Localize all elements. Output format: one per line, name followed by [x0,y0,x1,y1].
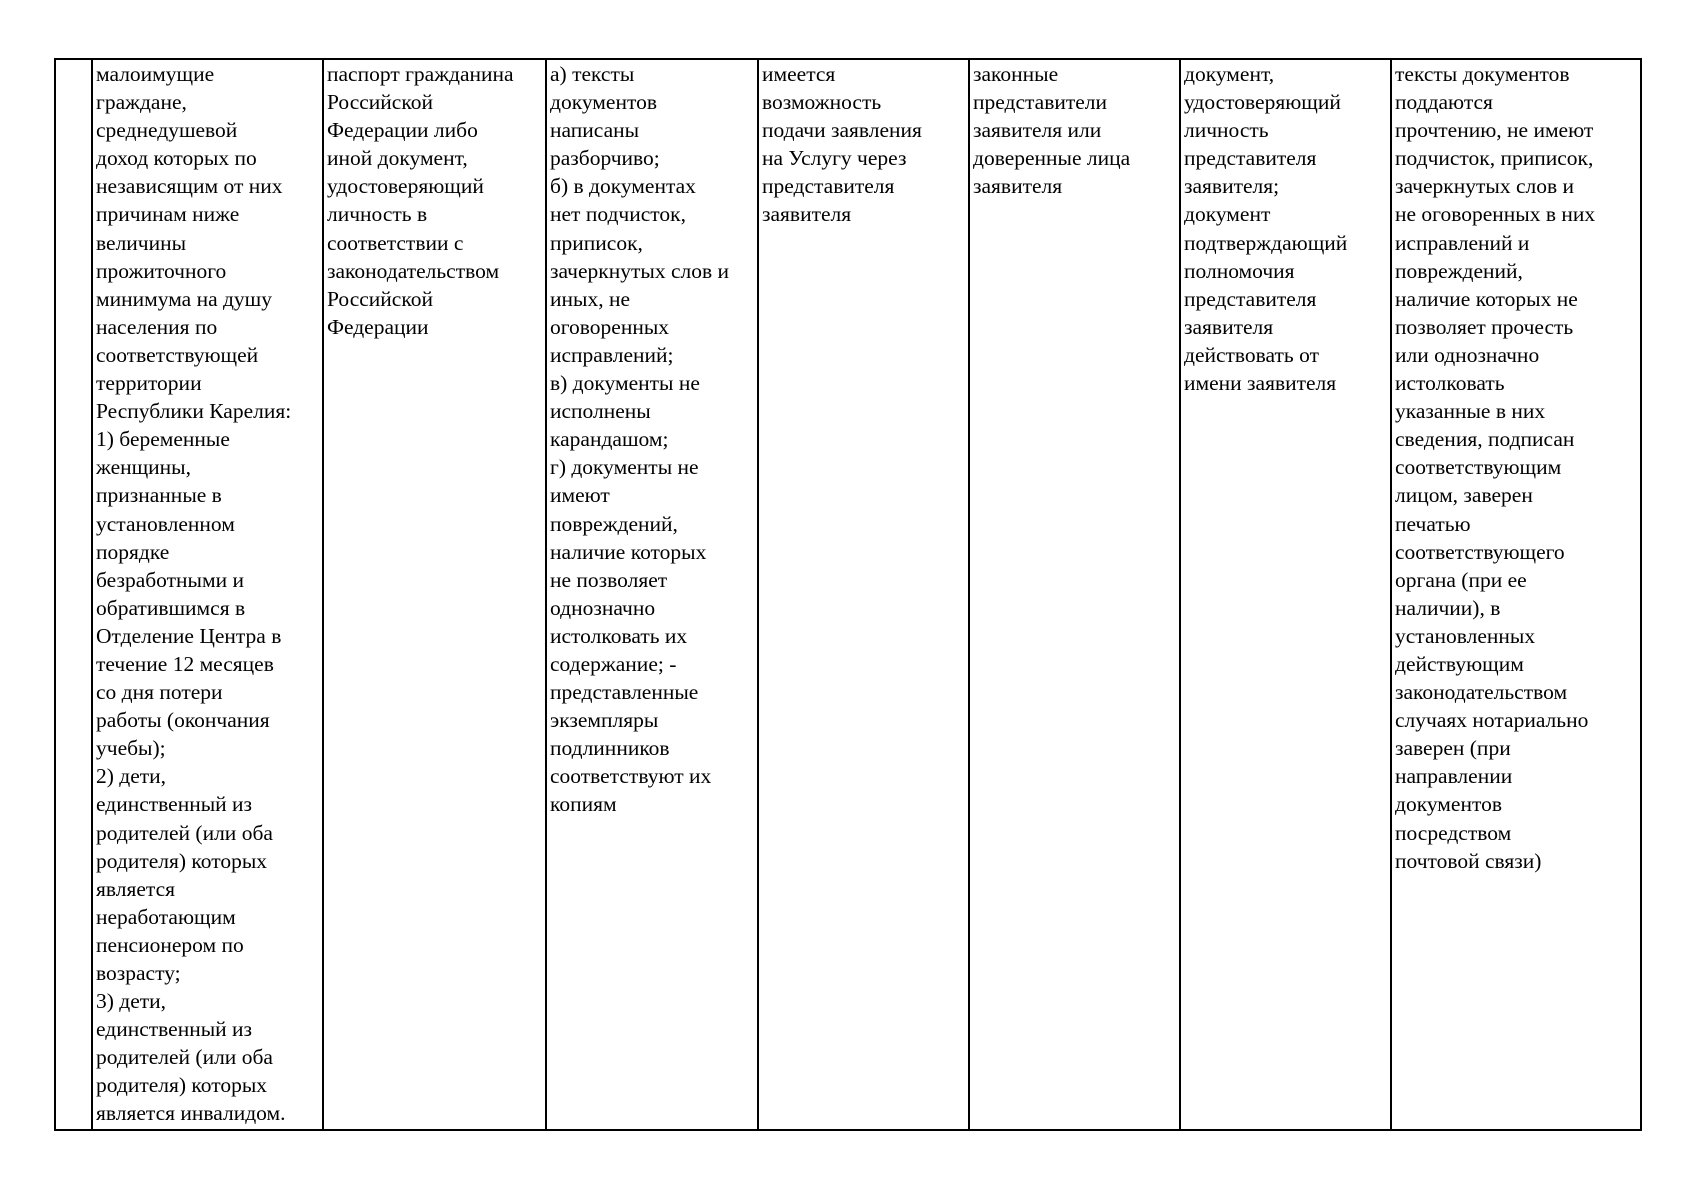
representatives-text: законные представители заявителя или доверенные лица заявителя [973,62,1131,199]
row-number-cell [55,59,92,1130]
applicant-category-cell [92,59,323,1130]
table-row [55,59,1641,1130]
representative-document-requirements-text: тексты документов поддаются прочтению, не имеют подчисток, приписок, зачеркнутых слов и не оговоренных в них исправлений и повреждений, наличие которых не позволяет прочесть или однозначно истолковать указанные в них сведения, подписан соответствующим лицом, заверен печатью соответствующего органа (при ее наличии), в установленных действующим законодательством случаях нотариально заверен (при направлении документов посредством почтовой связи) [1395,62,1596,873]
document-requirements-cell [546,59,758,1130]
representative-possibility-cell [758,59,969,1130]
representative-documents-cell [1180,59,1391,1130]
identity-document-cell [323,59,546,1130]
document-table [54,58,1642,1131]
representative-documents-text: документ, удостоверяющий личность представителя заявителя; документ подтверждающий полномочия представителя заявителя действовать от имени заявителя [1184,62,1348,396]
document-requirements-text: а) тексты документов написаны разборчиво; б) в документах нет подчисток, приписок, зачеркнутых слов и иных, не оговоренных исправлений; в) документы не исполнены карандашом; г) документы не имеют повреждений, наличие которых не позволяет однозначно истолковать их содержание; - представленные экземпляры подлинников соответствуют их копиям [550,62,730,817]
identity-document-text: паспорт гражданина Российской Федерации либо иной документ, удостоверяющий личность в соответствии с законодательством Российской Федерации [327,62,514,339]
representative-document-requirements-cell [1391,59,1641,1130]
representatives-cell [969,59,1180,1130]
representative-possibility-text: имеется возможность подачи заявления на Услугу через представителя заявителя [762,62,922,227]
applicant-category-text: малоимущие граждане, среднедушевой доход которых по независящим от них причинам ниже величины прожиточного минимума на душу населения по соответствующей территории Республики Карелия: 1) беременные женщины, признанные в установленном порядке безработными и обратившимся в Отделение Центра в течение 12 месяцев со дня потери работы (окончания учебы); 2) дети, единственный из родителей (или оба родителя) которых является неработающим пенсионером по возрасту; 3) дети, единственный из родителей (или оба родителя) которых является инвалидом. [96,62,292,1126]
